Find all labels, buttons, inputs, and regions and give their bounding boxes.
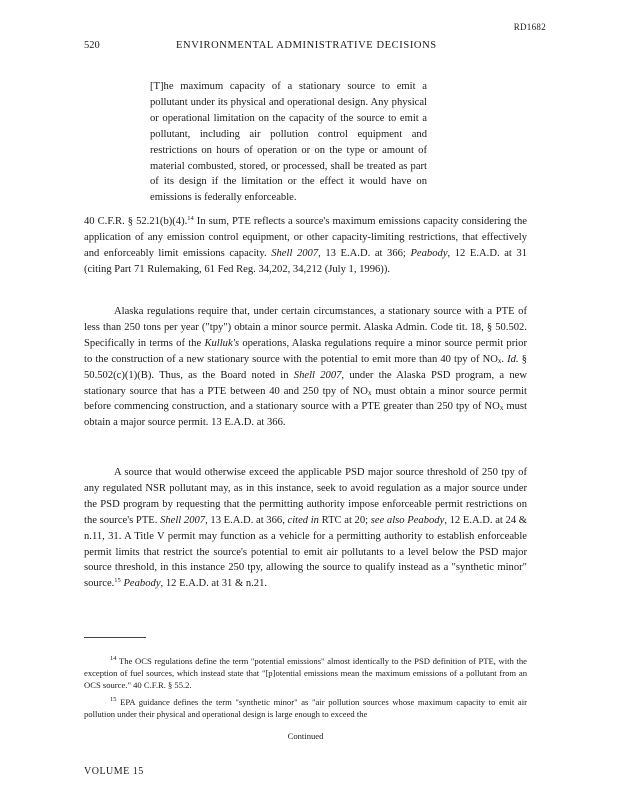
paragraph-3 [84, 465, 527, 592]
footnote-number: 15 [110, 696, 117, 703]
text-run: 40 C.F.R. § 52.21(b)(4). [84, 216, 188, 227]
signal-phrase: see also Peabody [370, 514, 445, 526]
paragraph-2 [84, 304, 527, 431]
page-number: 520 [84, 40, 100, 51]
footnote-text: EPA guidance defines the term "synthetic minor" as "air pollution sources whose maximum capacity to emit air pollution under their physical and operational design is large enough to exceed the [84, 697, 527, 719]
case-citation: Shell 2007 [293, 369, 342, 381]
text-run: , 13 E.A.D. at 366, [205, 514, 288, 526]
paragraph-1 [84, 214, 527, 278]
vessel-name: Kulluk's [204, 337, 240, 349]
case-citation: Shell 2007 [271, 247, 319, 259]
footnote-number: 14 [110, 655, 117, 662]
text-run: , 12 E.A.D. at 31 & n.21. [160, 578, 268, 590]
subscript: x [367, 388, 372, 397]
subscript: x [497, 356, 502, 365]
text-run: A source that would otherwise exceed the applicable PSD major source threshold of 250 tpy of any regulated NSR pollutant may, as in this instance, seek to avoid regulation as a major source under the PSD program by requesting that the permitting authority impose enforceable permit restrictions on the source's PTE. [84, 467, 527, 526]
case-citation: Shell 2007 [160, 514, 206, 526]
footnote-divider [84, 637, 146, 638]
publication-title: ENVIRONMENTAL ADMINISTRATIVE DECISIONS [176, 40, 437, 51]
text-run: , 12 E.A.D. at 31 (citing Part 71 Rulemaking, 61 Fed Reg. 34,202, 34,212 (July 1, 1996)). [84, 247, 528, 275]
footnote-ref-15: 15 [114, 577, 121, 585]
text-run: operations, Alaska regulations require a minor source permit prior to the construction of a new stationary source with the potential to emit more than 40 tpy of NO [84, 337, 527, 365]
document-id: RD1682 [513, 22, 546, 32]
text-run: In sum, PTE reflects a source's maximum emissions capacity considering the application of any emission control equipment, or other capacity-limiting restrictions, that effectively and enforceably limit emissions capacity. [84, 216, 527, 259]
text-run: RTC at 20; [318, 514, 371, 526]
text-run: must obtain a major source permit. 13 E.A.D. at 366. [84, 401, 528, 429]
footnote-15 [84, 697, 527, 721]
volume-label: VOLUME 15 [84, 766, 144, 777]
text-run: § 50.502(c)(1)(B). Thus, as the Board noted in [84, 353, 528, 381]
text-run: , 13 E.A.D. at 366; [318, 247, 411, 259]
signal-phrase: cited in [287, 514, 319, 526]
footnote-14 [84, 656, 527, 691]
footnote-ref-14: 14 [187, 215, 194, 222]
text-run: Alaska regulations require that, under certain circumstances, a stationary source with a PTE of less than 250 tons per year ("tpy") obtain a minor source permit. Alaska Admin. Code tit. 18, § 50.502. Specifically in terms of the [84, 306, 527, 349]
case-citation: Peabody [123, 578, 161, 590]
case-citation: Peabody [410, 247, 448, 259]
text-run: must obtain a minor source permit before commencing construction, and a stationary source with a PTE greater than 250 tpy of NO [84, 385, 527, 413]
footnote-text: The OCS regulations define the term "potential emissions" almost identically to the PSD definition of PTE, with the exception of fuel sources, which instead state that "[p]otential emissions mean the maximum emissions of a pollutant from an OCS source." 40 C.F.R. § 55.2. [84, 656, 527, 690]
text-run: , under the Alaska PSD program, a new stationary source that has a PTE between 40 and 250 tpy of NO [84, 369, 527, 397]
subscript: x [499, 404, 504, 413]
text-run: . [501, 353, 508, 365]
continued-label: Continued [287, 731, 324, 741]
block-quote: [T]he maximum capacity of a stationary source to emit a pollutant under its physical and operational design. Any physical or operational limitation on the capacity of the source to emit a pollutant, including air pollution control equipment and restrictions on hours of operation or on the type or amount of material combusted, stored, or processed, shall be treated as part of its design if the limitation or the effect it would have on emissions is federally enforceable. [150, 81, 427, 204]
text-run: , 12 E.A.D. at 24 & n.11, 31. A Title V permit may function as a vehicle for a permitting authority to establish enforceable permit limits that restrict the source's potential to emit air pollutants to a level below the PSD major source threshold, in this instance 250 tpy, allowing the source to qualify instead as a "synthetic minor" source. [84, 514, 528, 590]
id-citation: Id. [507, 353, 519, 365]
